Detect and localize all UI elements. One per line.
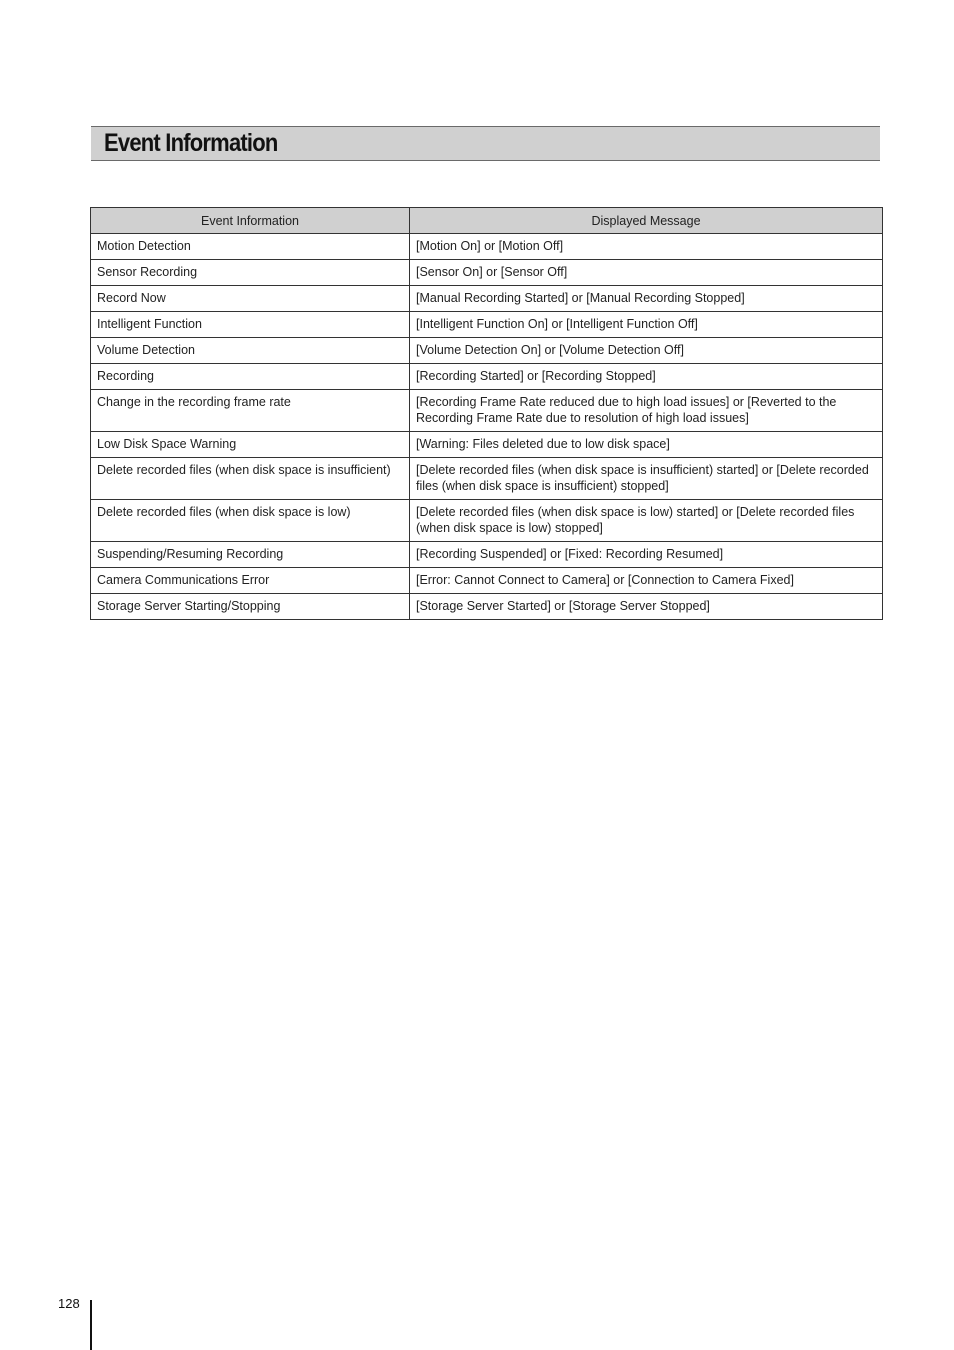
event-cell: Intelligent Function	[91, 312, 410, 338]
event-cell: Sensor Recording	[91, 260, 410, 286]
event-cell: Suspending/Resuming Recording	[91, 542, 410, 568]
table-row	[91, 390, 883, 432]
table-row	[91, 260, 883, 286]
event-cell: Delete recorded files (when disk space is low)	[91, 500, 410, 542]
table-row	[91, 286, 883, 312]
message-cell: [Recording Frame Rate reduced due to high load issues] or [Reverted to the Recording Frame Rate due to resolution of high load issues]	[410, 390, 883, 432]
table-row	[91, 312, 883, 338]
event-cell: Change in the recording frame rate	[91, 390, 410, 432]
event-cell: Recording	[91, 364, 410, 390]
table-row	[91, 234, 883, 260]
message-cell: [Delete recorded files (when disk space is low) started] or [Delete recorded files (when disk space is low) stopped]	[410, 500, 883, 542]
message-cell: [Sensor On] or [Sensor Off]	[410, 260, 883, 286]
event-cell: Motion Detection	[91, 234, 410, 260]
message-cell: [Delete recorded files (when disk space is insufficient) started] or [Delete recorded files (when disk space is insufficient) stopped]	[410, 458, 883, 500]
event-cell: Camera Communications Error	[91, 568, 410, 594]
table-row	[91, 338, 883, 364]
table-row	[91, 542, 883, 568]
message-cell: [Warning: Files deleted due to low disk space]	[410, 432, 883, 458]
table-row	[91, 568, 883, 594]
table-row	[91, 500, 883, 542]
column-header-displayed-message: Displayed Message	[410, 208, 883, 234]
message-cell: [Volume Detection On] or [Volume Detection Off]	[410, 338, 883, 364]
event-cell: Storage Server Starting/Stopping	[91, 594, 410, 620]
page-margin-rule	[90, 1300, 92, 1350]
page-number: 128	[58, 1296, 80, 1311]
message-cell: [Recording Started] or [Recording Stopped]	[410, 364, 883, 390]
message-cell: [Error: Cannot Connect to Camera] or [Connection to Camera Fixed]	[410, 568, 883, 594]
table-row	[91, 364, 883, 390]
message-cell: [Manual Recording Started] or [Manual Recording Stopped]	[410, 286, 883, 312]
event-cell: Low Disk Space Warning	[91, 432, 410, 458]
page-title: Event Information	[104, 129, 278, 157]
event-cell: Record Now	[91, 286, 410, 312]
section-title-bar	[91, 126, 880, 161]
table-row	[91, 458, 883, 500]
event-information-table	[90, 207, 883, 620]
event-cell: Volume Detection	[91, 338, 410, 364]
message-cell: [Recording Suspended] or [Fixed: Recording Resumed]	[410, 542, 883, 568]
message-cell: [Storage Server Started] or [Storage Server Stopped]	[410, 594, 883, 620]
table-row	[91, 594, 883, 620]
message-cell: [Motion On] or [Motion Off]	[410, 234, 883, 260]
column-header-event-information: Event Information	[91, 208, 410, 234]
message-cell: [Intelligent Function On] or [Intelligent Function Off]	[410, 312, 883, 338]
table-header-row	[91, 208, 883, 234]
event-cell: Delete recorded files (when disk space is insufficient)	[91, 458, 410, 500]
table-row	[91, 432, 883, 458]
